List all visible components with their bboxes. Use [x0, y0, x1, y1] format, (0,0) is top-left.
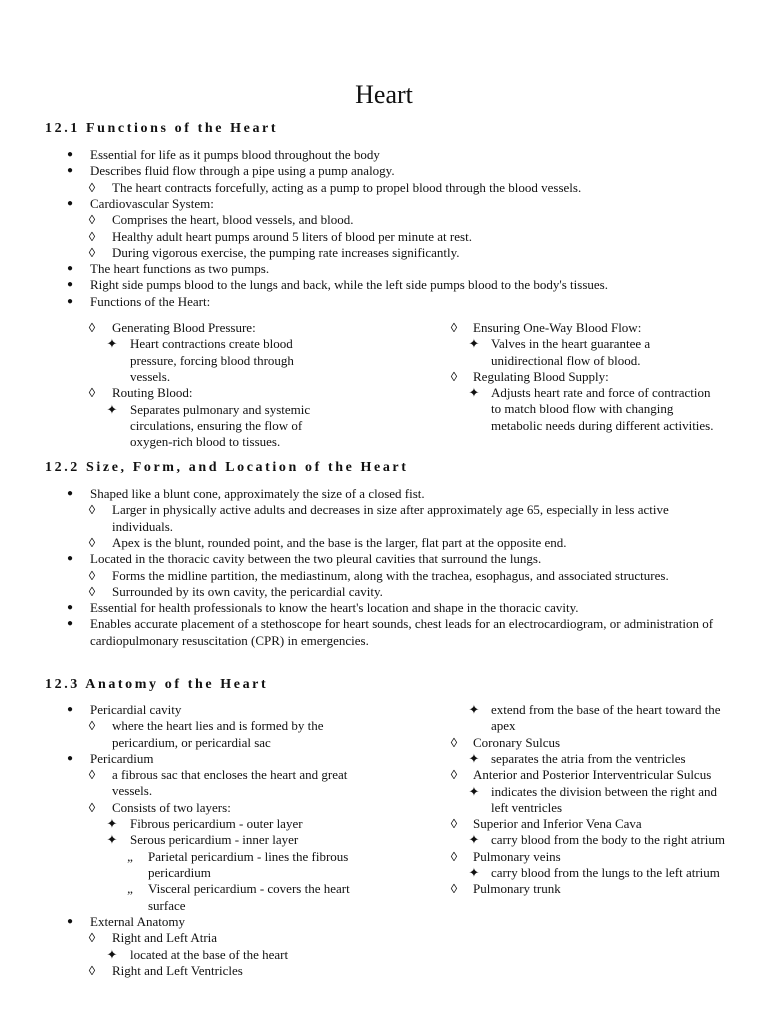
bullet-level-2: ◊ [88, 799, 96, 815]
bullet-level-3: ✦ [468, 865, 480, 880]
bullet-level-2: ◊ [450, 816, 458, 832]
list-item-level-2: During vigorous exercise, the pumping rate increases significantly. [112, 244, 460, 260]
bullet-level-1: ● [66, 602, 74, 614]
list-item-level-2: Larger in physically active adults and decreases in size after approximately age 65, especially in less active individuals. [112, 502, 669, 534]
list-item-level-2: Generating Blood Pressure: [112, 320, 256, 335]
bullet-level-3: ✦ [468, 385, 480, 401]
list-item-level-2: Pulmonary veins [473, 848, 561, 864]
bullet-level-2: ◊ [88, 567, 96, 583]
list-item-level-2: Anterior and Posterior Interventricular Sulcus [473, 767, 712, 783]
list-item-level-2: Routing Blood: [112, 385, 193, 401]
bullet-level-1: ● [66, 488, 74, 499]
list-item-level-3: Serous pericardium - inner layer [130, 832, 299, 848]
bullet-level-3: ✦ [106, 946, 118, 962]
list-item-level-3: Separates pulmonary and systemic circulations, ensuring the flow of oxygen-rich blood to tissues. [130, 401, 311, 450]
list-item-level-4: Parietal pericardium - lines the fibrous pericardium [148, 848, 349, 880]
list-item-level-2: Ensuring One-Way Blood Flow: [473, 320, 642, 335]
list-item-level-3: Adjusts heart rate and force of contraction to match blood flow with changing metabolic needs during different activities. [491, 385, 714, 433]
list-item-level-1: Essential for health professionals to know the heart's location and shape in the thoracic cavity. [90, 600, 579, 616]
bullet-level-1: ● [66, 618, 74, 630]
bullet-level-3: ✦ [106, 336, 118, 352]
bullet-level-3: ✦ [468, 832, 480, 848]
bullet-level-2: ◊ [450, 368, 458, 384]
list-item-level-2: Forms the midline partition, the mediastinum, along with the trachea, esophagus, and associated structures. [112, 567, 669, 583]
bullet-level-2: ◊ [450, 848, 458, 864]
bullet-level-1: ● [66, 263, 74, 275]
bullet-level-1: ● [66, 752, 74, 764]
bullet-level-1: ● [66, 165, 74, 177]
bullet-level-2: ◊ [450, 881, 458, 897]
bullet-level-2: ◊ [88, 930, 96, 946]
bullet-level-1: ● [66, 553, 74, 565]
list-item-level-2: Right and Left Atria [112, 930, 218, 946]
list-item-level-2: Right and Left Ventricles [112, 962, 243, 978]
list-item-level-3: separates the atria from the ventricles [491, 750, 686, 766]
bullet-level-3: ✦ [468, 336, 480, 352]
list-item-level-4: Visceral pericardium - covers the heart surface [148, 881, 350, 913]
list-item-level-1: Enables accurate placement of a stethoscope for heart sounds, chest leads for an electrocardiogram, or administration of cardiopulmonary resuscitation (CPR) in emergencies. [90, 616, 714, 648]
page-title: Heart [355, 80, 413, 109]
bullet-level-2: ◊ [88, 244, 96, 260]
list-item-level-2: Comprises the heart, blood vessels, and blood. [112, 212, 354, 228]
list-item-level-2: Consists of two layers: [112, 799, 231, 815]
list-item-level-2: where the heart lies and is formed by the pericardium, or pericardial sac [112, 718, 324, 750]
bullet-level-4: „ [127, 881, 133, 897]
bullet-level-2: ◊ [88, 320, 96, 335]
list-item-level-1: Functions of the Heart: [90, 293, 211, 309]
bullet-level-2: ◊ [88, 228, 96, 244]
bullet-level-2: ◊ [88, 534, 96, 550]
list-item-level-3: indicates the division between the right and left ventricles [491, 783, 717, 815]
bullet-level-3: ✦ [468, 750, 480, 766]
list-item-level-3: located at the base of the heart [130, 946, 289, 962]
list-item-level-2: Regulating Blood Supply: [473, 368, 609, 384]
list-item-level-3: carry blood from the body to the right atrium [491, 832, 725, 848]
list-item-level-3: carry blood from the lungs to the left atrium [491, 865, 720, 880]
bullet-level-1: ● [66, 704, 74, 715]
bullet-level-2: ◊ [88, 583, 96, 599]
list-item-level-1: Essential for life as it pumps blood throughout the body [90, 147, 380, 162]
list-item-level-2: Pulmonary trunk [473, 881, 561, 897]
bullet-level-2: ◊ [88, 385, 96, 401]
bullet-level-3: ✦ [106, 832, 118, 848]
list-item-level-2: a fibrous sac that encloses the heart and great vessels. [112, 767, 348, 799]
list-item-level-1: Shaped like a blunt cone, approximately the size of a closed fist. [90, 486, 425, 501]
list-item-level-1: Pericardium [90, 750, 154, 766]
list-item-level-1: The heart functions as two pumps. [90, 261, 270, 277]
list-item-level-2: Superior and Inferior Vena Cava [473, 816, 642, 832]
bullet-level-2: ◊ [88, 718, 96, 734]
bullet-level-1: ● [66, 295, 74, 307]
list-item-level-2: Surrounded by its own cavity, the pericardial cavity. [112, 583, 383, 599]
bullet-level-1: ● [66, 915, 74, 927]
list-item-level-1: Located in the thoracic cavity between the two pleural cavities that surround the lungs. [90, 551, 542, 567]
list-item-level-3: Valves in the heart guarantee a unidirectional flow of blood. [491, 336, 651, 368]
list-item-level-2: Apex is the blunt, rounded point, and the base is the larger, flat part at the opposite end. [112, 534, 567, 550]
bullet-level-2: ◊ [450, 734, 458, 750]
list-item-level-1: Cardiovascular System: [90, 195, 214, 211]
bullet-level-2: ◊ [450, 767, 458, 783]
bullet-level-2: ◊ [88, 767, 96, 783]
bullet-level-2: ◊ [88, 502, 96, 518]
bullet-level-2: ◊ [450, 320, 458, 335]
list-item-level-2: The heart contracts forcefully, acting as a pump to propel blood through the blood vessels. [112, 179, 582, 195]
list-item-level-1: External Anatomy [90, 913, 185, 929]
bullet-level-4: „ [127, 848, 133, 864]
section-heading: 12.3 Anatomy of the Heart [45, 677, 269, 692]
list-item-level-3: extend from the base of the heart toward the apex [491, 702, 721, 734]
bullet-level-2: ◊ [88, 179, 96, 195]
bullet-level-1: ● [66, 197, 74, 209]
list-item-level-1: Describes fluid flow through a pipe using a pump analogy. [90, 163, 395, 179]
bullet-level-3: ✦ [468, 783, 480, 799]
list-item-level-2: Coronary Sulcus [473, 734, 561, 750]
list-item-level-3: Heart contractions create blood pressure, forcing blood through vessels. [130, 336, 294, 384]
bullet-level-1: ● [66, 149, 74, 160]
list-item-level-3: Fibrous pericardium - outer layer [130, 816, 303, 832]
list-item-level-2: Healthy adult heart pumps around 5 liters of blood per minute at rest. [112, 228, 472, 244]
bullet-level-2: ◊ [88, 212, 96, 228]
section-heading: 12.2 Size, Form, and Location of the Heart [45, 460, 409, 475]
bullet-level-2: ◊ [88, 962, 96, 978]
bullet-level-3: ✦ [106, 401, 118, 417]
bullet-level-3: ✦ [468, 702, 480, 717]
bullet-level-3: ✦ [106, 816, 118, 832]
list-item-level-1: Pericardial cavity [90, 702, 182, 717]
bullet-level-1: ● [66, 279, 74, 291]
list-item-level-1: Right side pumps blood to the lungs and back, while the left side pumps blood to the body's tissues. [90, 277, 608, 293]
section-heading: 12.1 Functions of the Heart [45, 121, 279, 136]
